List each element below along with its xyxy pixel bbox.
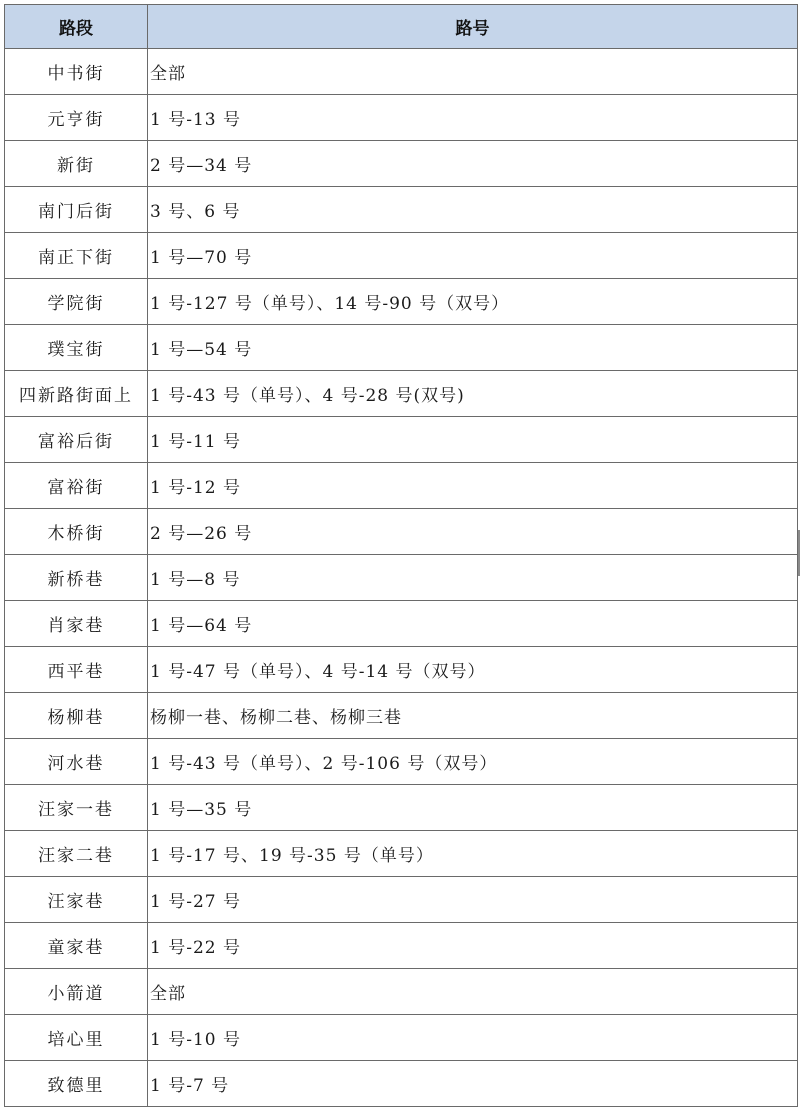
table-row xyxy=(5,463,798,509)
numbers-cell: 1 号-47 号（单号）、4 号-14 号（双号） xyxy=(148,647,798,693)
numbers-cell: 2 号—26 号 xyxy=(148,509,798,555)
table-row xyxy=(5,877,798,923)
segment-cell: 学院街 xyxy=(5,279,148,325)
table-row xyxy=(5,693,798,739)
table-row xyxy=(5,785,798,831)
table-row xyxy=(5,417,798,463)
segment-cell: 小箭道 xyxy=(5,969,148,1015)
numbers-cell: 1 号-10 号 xyxy=(148,1015,798,1061)
numbers-cell: 1 号—64 号 xyxy=(148,601,798,647)
table-row xyxy=(5,1061,798,1107)
table-row xyxy=(5,739,798,785)
table-row xyxy=(5,601,798,647)
segment-cell: 富裕街 xyxy=(5,463,148,509)
numbers-cell: 1 号-13 号 xyxy=(148,95,798,141)
scroll-edge-marker xyxy=(798,530,800,576)
table-row xyxy=(5,49,798,95)
table-row xyxy=(5,187,798,233)
numbers-cell: 1 号-43 号（单号）、4 号-28 号(双号) xyxy=(148,371,798,417)
table-row xyxy=(5,555,798,601)
table-row xyxy=(5,233,798,279)
segment-cell: 中书街 xyxy=(5,49,148,95)
table-row xyxy=(5,325,798,371)
segment-cell: 致德里 xyxy=(5,1061,148,1107)
segment-cell: 童家巷 xyxy=(5,923,148,969)
numbers-cell: 1 号-17 号、19 号-35 号（单号） xyxy=(148,831,798,877)
table-row xyxy=(5,1015,798,1061)
numbers-cell: 1 号-22 号 xyxy=(148,923,798,969)
segment-cell: 河水巷 xyxy=(5,739,148,785)
segment-cell: 南正下街 xyxy=(5,233,148,279)
numbers-cell: 1 号—35 号 xyxy=(148,785,798,831)
numbers-cell: 1 号-127 号（单号）、14 号-90 号（双号） xyxy=(148,279,798,325)
segment-cell: 汪家二巷 xyxy=(5,831,148,877)
numbers-cell: 杨柳一巷、杨柳二巷、杨柳三巷 xyxy=(148,693,798,739)
numbers-cell: 1 号—70 号 xyxy=(148,233,798,279)
numbers-cell: 1 号-27 号 xyxy=(148,877,798,923)
segment-cell: 新桥巷 xyxy=(5,555,148,601)
segment-cell: 南门后街 xyxy=(5,187,148,233)
segment-cell: 肖家巷 xyxy=(5,601,148,647)
numbers-cell: 1 号-12 号 xyxy=(148,463,798,509)
segment-cell: 富裕后街 xyxy=(5,417,148,463)
segment-cell: 璞宝街 xyxy=(5,325,148,371)
numbers-cell: 全部 xyxy=(148,49,798,95)
segment-cell: 汪家一巷 xyxy=(5,785,148,831)
numbers-cell: 3 号、6 号 xyxy=(148,187,798,233)
numbers-cell: 1 号-11 号 xyxy=(148,417,798,463)
table-row xyxy=(5,647,798,693)
numbers-cell: 全部 xyxy=(148,969,798,1015)
table-row xyxy=(5,371,798,417)
road-number-table xyxy=(4,4,798,1107)
segment-cell: 木桥街 xyxy=(5,509,148,555)
table-header-row xyxy=(5,5,798,49)
table-row xyxy=(5,969,798,1015)
table-row xyxy=(5,509,798,555)
road-number-table-container xyxy=(4,4,797,1107)
numbers-cell: 1 号-7 号 xyxy=(148,1061,798,1107)
segment-cell: 汪家巷 xyxy=(5,877,148,923)
header-segment: 路段 xyxy=(5,5,148,49)
table-row xyxy=(5,141,798,187)
table-row xyxy=(5,95,798,141)
numbers-cell: 1 号—8 号 xyxy=(148,555,798,601)
table-row xyxy=(5,279,798,325)
table-row xyxy=(5,923,798,969)
segment-cell: 西平巷 xyxy=(5,647,148,693)
table-body xyxy=(5,49,798,1107)
numbers-cell: 2 号—34 号 xyxy=(148,141,798,187)
segment-cell: 元亨街 xyxy=(5,95,148,141)
segment-cell: 四新路街面上 xyxy=(5,371,148,417)
table-row xyxy=(5,831,798,877)
segment-cell: 培心里 xyxy=(5,1015,148,1061)
segment-cell: 新街 xyxy=(5,141,148,187)
numbers-cell: 1 号—54 号 xyxy=(148,325,798,371)
header-numbers: 路号 xyxy=(148,5,798,49)
numbers-cell: 1 号-43 号（单号）、2 号-106 号（双号） xyxy=(148,739,798,785)
segment-cell: 杨柳巷 xyxy=(5,693,148,739)
